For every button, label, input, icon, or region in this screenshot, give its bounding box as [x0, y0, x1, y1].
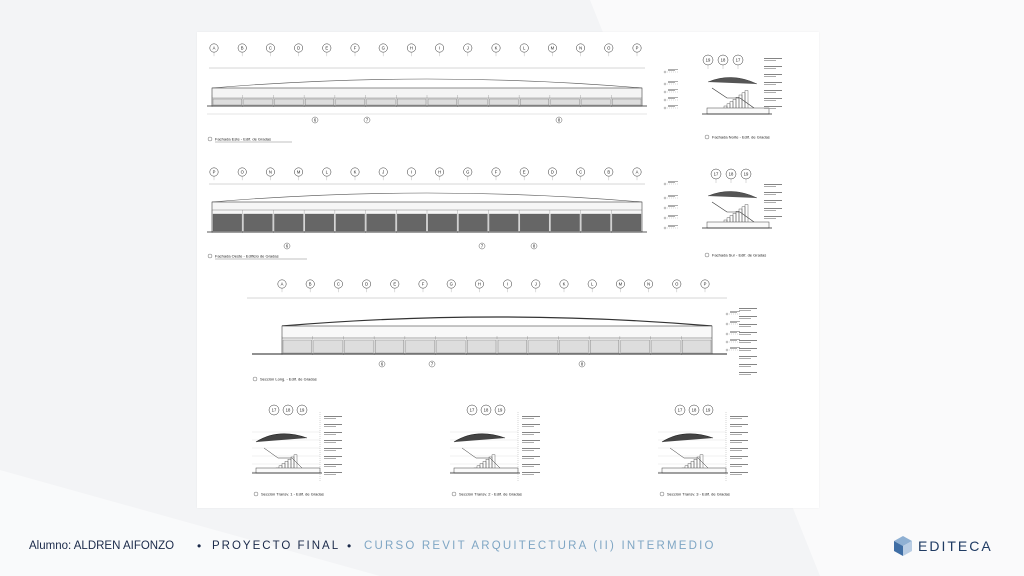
grid-bubble [644, 280, 652, 292]
svg-text:O: O [675, 281, 679, 287]
grid-bubble [556, 117, 562, 123]
student-name: Alumno: ALDREN AIFONZO [29, 540, 175, 552]
svg-text:19: 19 [705, 57, 711, 63]
grid-bubble [364, 117, 370, 123]
view-title-trans-1: Sección Transv. 1 - Edif. de Gradas [261, 491, 324, 497]
svg-text:C: C [268, 45, 272, 51]
grid-bubble [633, 44, 641, 56]
grid-bubble [210, 168, 218, 180]
svg-text:8: 8 [557, 117, 561, 123]
svg-text:O: O [607, 45, 611, 51]
grid-bubble [297, 405, 307, 415]
grid-bubble [266, 168, 274, 180]
svg-text:E: E [325, 45, 329, 51]
svg-text:7: 7 [480, 243, 484, 249]
brand-name: EDITECA [918, 538, 993, 554]
west-elevation-view [207, 168, 679, 259]
grid-bubble [633, 168, 641, 180]
svg-text:8: 8 [532, 243, 536, 249]
grid-bubbles-east [210, 44, 641, 56]
grid-bubble [283, 405, 293, 415]
svg-text:B: B [308, 281, 312, 287]
grid-bubble [711, 169, 721, 183]
svg-text:J: J [534, 281, 537, 287]
grid-bubble [391, 280, 399, 292]
grid-bubble [407, 168, 415, 180]
grid-bubble [579, 361, 585, 367]
svg-text:A: A [635, 169, 639, 175]
svg-text:19: 19 [497, 407, 503, 413]
grid-bubble [576, 44, 584, 56]
separator-dot: • [347, 539, 352, 553]
svg-text:18: 18 [285, 407, 291, 413]
grid-bubbles-north [703, 55, 743, 69]
svg-text:G: G [449, 281, 453, 287]
grid-bubble [605, 168, 613, 180]
svg-text:6: 6 [380, 361, 384, 367]
grid-bubble [689, 405, 699, 415]
svg-text:7: 7 [430, 361, 434, 367]
svg-text:C: C [336, 281, 340, 287]
grid-bubble [351, 168, 359, 180]
svg-text:P: P [212, 169, 216, 175]
svg-text:F: F [421, 281, 425, 287]
svg-text:19: 19 [705, 407, 711, 413]
grid-bubble [238, 44, 246, 56]
grid-bubble [588, 280, 596, 292]
grid-bubble [210, 44, 218, 56]
grid-bubble [351, 44, 359, 56]
svg-text:6: 6 [285, 243, 289, 249]
grid-bubbles-south [711, 169, 751, 183]
grid-bubble [379, 361, 385, 367]
svg-text:K: K [353, 169, 357, 175]
grid-bubbles-west [210, 168, 641, 180]
grid-bubble [294, 168, 302, 180]
svg-text:8: 8 [580, 361, 584, 367]
svg-text:18: 18 [720, 57, 726, 63]
svg-text:7: 7 [365, 117, 369, 123]
north-elevation-view [702, 55, 782, 140]
grid-bubble [334, 280, 342, 292]
grid-bubble [605, 44, 613, 56]
project-label: PROYECTO FINAL [212, 540, 341, 552]
grid-bubble [447, 280, 455, 292]
editeca-logo [893, 535, 993, 557]
svg-text:J: J [466, 45, 469, 51]
grid-bubble [503, 280, 511, 292]
grid-bubble [475, 280, 483, 292]
svg-text:B: B [240, 45, 244, 51]
view-title-east: Fachada Este - Edif. de Gradas [215, 136, 272, 142]
grid-bubble [278, 280, 286, 292]
svg-text:N: N [647, 281, 651, 287]
svg-text:19: 19 [743, 171, 749, 177]
svg-text:E: E [393, 281, 397, 287]
svg-text:L: L [591, 281, 594, 287]
grid-bubble [495, 405, 505, 415]
grid-bubble [616, 280, 624, 292]
drawing-sheet [197, 32, 819, 508]
course-label: CURSO REVIT ARQUITECTURA (II) INTERMEDIO [364, 540, 716, 552]
svg-text:17: 17 [271, 407, 277, 413]
svg-text:L: L [325, 169, 328, 175]
grid-bubble [362, 280, 370, 292]
grid-bubble [701, 280, 709, 292]
grid-bubble [733, 55, 743, 69]
grid-bubble [419, 280, 427, 292]
grid-bubble [741, 169, 751, 183]
grid-bubble [576, 168, 584, 180]
grid-bubble [520, 44, 528, 56]
south-elevation-view [702, 169, 782, 258]
svg-text:K: K [562, 281, 566, 287]
grid-bubble [520, 168, 528, 180]
grid-bubble [673, 280, 681, 292]
grid-bubble [560, 280, 568, 292]
grid-bubble [429, 361, 435, 367]
grid-bubbles-section [278, 280, 709, 292]
svg-text:I: I [410, 169, 412, 175]
svg-text:I: I [439, 45, 441, 51]
architectural-drawings [197, 32, 819, 508]
grid-bubble [379, 44, 387, 56]
transverse-section-2 [450, 405, 540, 497]
grid-bubble [548, 44, 556, 56]
svg-text:B: B [607, 169, 611, 175]
separator-dot: • [197, 539, 202, 553]
svg-text:D: D [297, 45, 301, 51]
editeca-cube-icon [893, 535, 913, 557]
svg-text:M: M [618, 281, 623, 287]
grid-bubble [266, 44, 274, 56]
svg-text:F: F [353, 45, 357, 51]
view-title-north: Fachada Norte - Edif. de Gradas [712, 134, 770, 140]
grid-bubble [481, 405, 491, 415]
svg-text:D: D [365, 281, 369, 287]
grid-bubble [323, 44, 331, 56]
svg-text:K: K [494, 45, 498, 51]
grid-bubble [435, 168, 443, 180]
transverse-section-3 [658, 405, 748, 497]
grid-bubble [467, 405, 477, 415]
svg-text:J: J [382, 169, 385, 175]
view-title-trans-2: Sección Transv. 2 - Edif. de Gradas [459, 491, 522, 497]
grid-bubble [492, 44, 500, 56]
svg-text:H: H [477, 281, 481, 287]
view-title-trans-3: Sección Transv. 3 - Edif. de Gradas [667, 491, 730, 497]
svg-text:D: D [550, 169, 554, 175]
svg-text:G: G [466, 169, 470, 175]
svg-text:G: G [381, 45, 385, 51]
grid-bubble [479, 243, 485, 249]
svg-text:17: 17 [735, 57, 741, 63]
grid-bubble [703, 405, 713, 415]
svg-text:N: N [579, 45, 583, 51]
grid-bubble [726, 169, 736, 183]
svg-text:N: N [268, 169, 272, 175]
longitudinal-section-view [247, 280, 757, 382]
grid-bubble [435, 44, 443, 56]
grid-bubble [703, 55, 713, 69]
grid-bubble [284, 243, 290, 249]
grid-bubble [492, 168, 500, 180]
footer-bar [0, 532, 1024, 566]
grid-bubble [532, 280, 540, 292]
grid-bubble [531, 243, 537, 249]
grid-bubble [548, 168, 556, 180]
svg-text:17: 17 [713, 171, 719, 177]
grid-bubble [306, 280, 314, 292]
grid-bubble [323, 168, 331, 180]
svg-text:A: A [212, 45, 216, 51]
grid-bubble [675, 405, 685, 415]
svg-text:17: 17 [677, 407, 683, 413]
view-title-long-section: Sección Long. - Edif. de Gradas [260, 376, 317, 382]
svg-text:E: E [522, 169, 526, 175]
svg-text:H: H [409, 45, 413, 51]
grid-bubble [238, 168, 246, 180]
svg-text:17: 17 [469, 407, 475, 413]
svg-text:18: 18 [483, 407, 489, 413]
grid-bubble [407, 44, 415, 56]
svg-text:6: 6 [313, 117, 317, 123]
svg-text:P: P [635, 45, 639, 51]
grid-bubble [464, 168, 472, 180]
east-elevation-view [207, 44, 679, 142]
grid-bubble [269, 405, 279, 415]
svg-text:19: 19 [299, 407, 305, 413]
grid-bubble [379, 168, 387, 180]
svg-text:O: O [240, 169, 244, 175]
svg-text:M: M [550, 45, 555, 51]
grid-bubble [464, 44, 472, 56]
svg-text:F: F [494, 169, 498, 175]
grid-bubble [312, 117, 318, 123]
svg-text:18: 18 [728, 171, 734, 177]
svg-text:P: P [703, 281, 707, 287]
view-title-south: Fachada Sur - Edif. de Gradas [712, 252, 767, 258]
svg-text:I: I [507, 281, 509, 287]
svg-text:18: 18 [691, 407, 697, 413]
svg-text:M: M [296, 169, 301, 175]
transverse-section-1 [252, 405, 342, 497]
svg-text:A: A [280, 281, 284, 287]
svg-text:H: H [438, 169, 442, 175]
svg-text:L: L [523, 45, 526, 51]
svg-text:C: C [579, 169, 583, 175]
view-title-west: Fachada Oeste - Edificio de Gradas [215, 253, 279, 259]
grid-bubble [294, 44, 302, 56]
grid-bubble [718, 55, 728, 69]
